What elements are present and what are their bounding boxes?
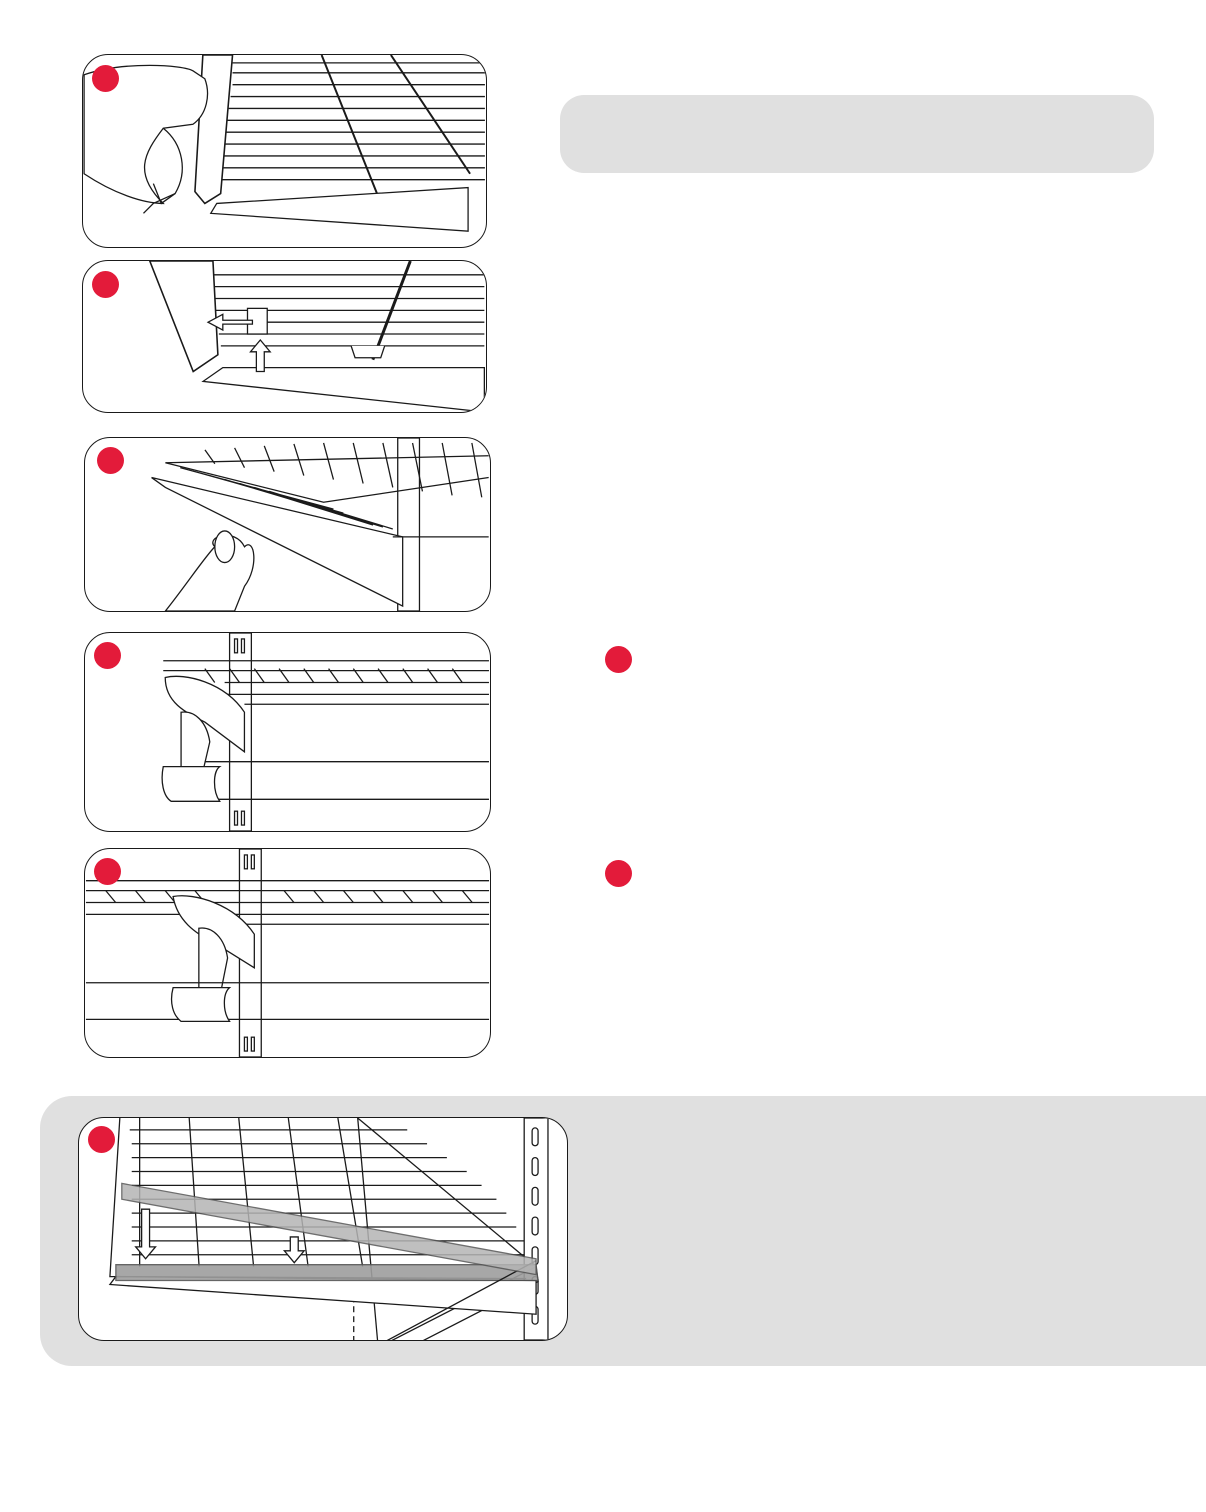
down-arrow-icon [136,1209,156,1259]
step-marker-icon [92,271,119,298]
illustration-panel-6 [78,1117,568,1341]
step-marker-icon [88,1126,115,1153]
illustration-panel-4 [84,632,491,832]
note-callout [560,95,1154,173]
step-marker-icon [94,642,121,669]
illustration-panel-3 [84,437,491,612]
step-marker-icon [605,860,632,887]
bracket-hook-upper-illustration [85,633,490,831]
clip-release-illustration [83,261,486,412]
step-marker-icon [94,858,121,885]
shelf-trim-install-illustration [79,1118,567,1340]
step-marker-icon [92,65,119,92]
up-arrow-icon [250,340,270,372]
step-marker-icon [97,447,124,474]
illustration-panel-5 [84,848,491,1058]
step-marker-icon [605,646,632,673]
bracket-press-illustration [85,438,490,611]
bracket-hook-lower-illustration [85,849,490,1057]
shelf-trim-fold-illustration [83,55,486,247]
illustration-panel-1 [82,54,487,248]
illustration-panel-2 [82,260,487,413]
